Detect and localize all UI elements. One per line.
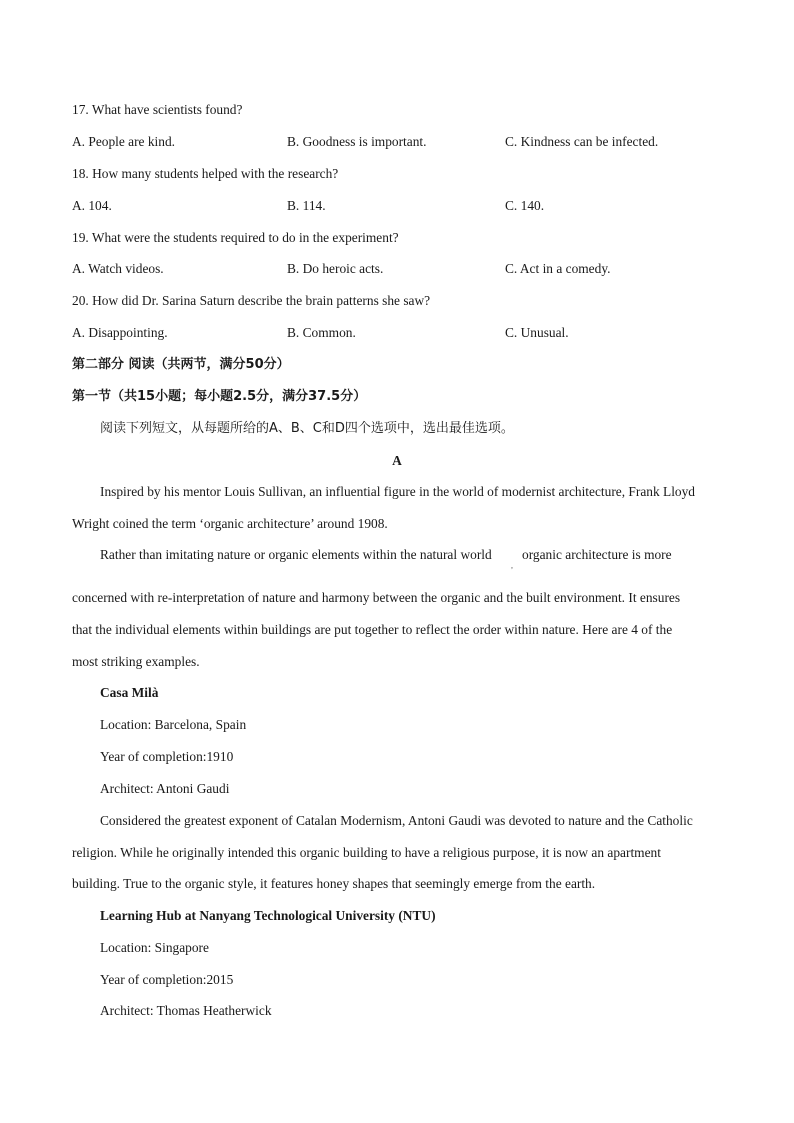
casa-mila-year: Year of completion:1910 bbox=[100, 749, 234, 764]
paragraph-2-line-2: concerned with re-interpretation of nature and harmony between the organic and the built environment. It ensures bbox=[72, 590, 681, 605]
question-17-stem: 17. What have scientists found? bbox=[72, 102, 243, 117]
paragraph-1-line-1: Inspired by his mentor Louis Sullivan, an influential figure in the world of modernist architecture, Frank Lloyd bbox=[100, 484, 696, 499]
casa-mila-description-line-2: religion. While he originally intended this organic building to have a religious purpose, it is now an apartment bbox=[72, 845, 661, 860]
learning-hub-architect: Architect: Thomas Heatherwick bbox=[100, 1003, 272, 1018]
casa-mila-description-line-1: Considered the greatest exponent of Catalan Modernism, Antoni Gaudi was devoted to nature and the Catholic bbox=[100, 813, 693, 828]
learning-hub-title: Learning Hub at Nanyang Technological University (NTU) bbox=[100, 908, 436, 923]
passage-label: A bbox=[392, 453, 402, 468]
question-18-option-c: C. 140. bbox=[505, 198, 545, 213]
question-19-option-c: C. Act in a comedy. bbox=[505, 261, 611, 276]
paragraph-2-line-4: most striking examples. bbox=[72, 654, 200, 669]
paragraph-2-line-1b: organic architecture is more bbox=[522, 547, 672, 562]
question-17-option-a: A. People are kind. bbox=[72, 134, 176, 149]
learning-hub-year: Year of completion:2015 bbox=[100, 972, 234, 987]
casa-mila-title: Casa Milà bbox=[100, 685, 159, 700]
question-19-option-b: B. Do heroic acts. bbox=[287, 261, 384, 276]
paragraph-2-comma-mark: , bbox=[511, 561, 513, 570]
question-18-option-a: A. 104. bbox=[72, 198, 112, 213]
question-20-option-b: B. Common. bbox=[287, 325, 356, 340]
question-18-option-b: B. 114. bbox=[287, 198, 326, 213]
question-19-stem: 19. What were the students required to do in the experiment? bbox=[72, 230, 399, 245]
paragraph-2-line-3: that the individual elements within buildings are put together to reflect the order within nature. Here are 4 of the bbox=[72, 622, 673, 637]
question-17-option-b: B. Goodness is important. bbox=[287, 134, 427, 149]
section-one-heading: 第一节（共15小题；每小题2.5分，满分37.5分） bbox=[72, 389, 367, 404]
question-17-option-c: C. Kindness can be infected. bbox=[505, 134, 659, 149]
learning-hub-location: Location: Singapore bbox=[100, 940, 209, 955]
reading-instruction: 阅读下列短文，从每题所给的A、B、C和D四个选项中，选出最佳选项。 bbox=[100, 421, 514, 436]
casa-mila-architect: Architect: Antoni Gaudi bbox=[100, 781, 230, 796]
question-18-stem: 18. How many students helped with the research? bbox=[72, 166, 339, 181]
question-20-option-c: C. Unusual. bbox=[505, 325, 569, 340]
casa-mila-description-line-3: building. True to the organic style, it features honey shapes that seemingly emerge from the earth. bbox=[72, 876, 596, 891]
paragraph-2-line-1a: Rather than imitating nature or organic elements within the natural world bbox=[100, 547, 492, 562]
question-19-option-a: A. Watch videos. bbox=[72, 261, 164, 276]
question-20-stem: 20. How did Dr. Sarina Saturn describe the brain patterns she saw? bbox=[72, 293, 431, 308]
paragraph-1-line-2: Wright coined the term ‘organic architecture’ around 1908. bbox=[72, 516, 388, 531]
part-two-heading: 第二部分 阅读（共两节，满分50分） bbox=[72, 357, 290, 372]
question-20-option-a: A. Disappointing. bbox=[72, 325, 168, 340]
casa-mila-location: Location: Barcelona, Spain bbox=[100, 717, 247, 732]
